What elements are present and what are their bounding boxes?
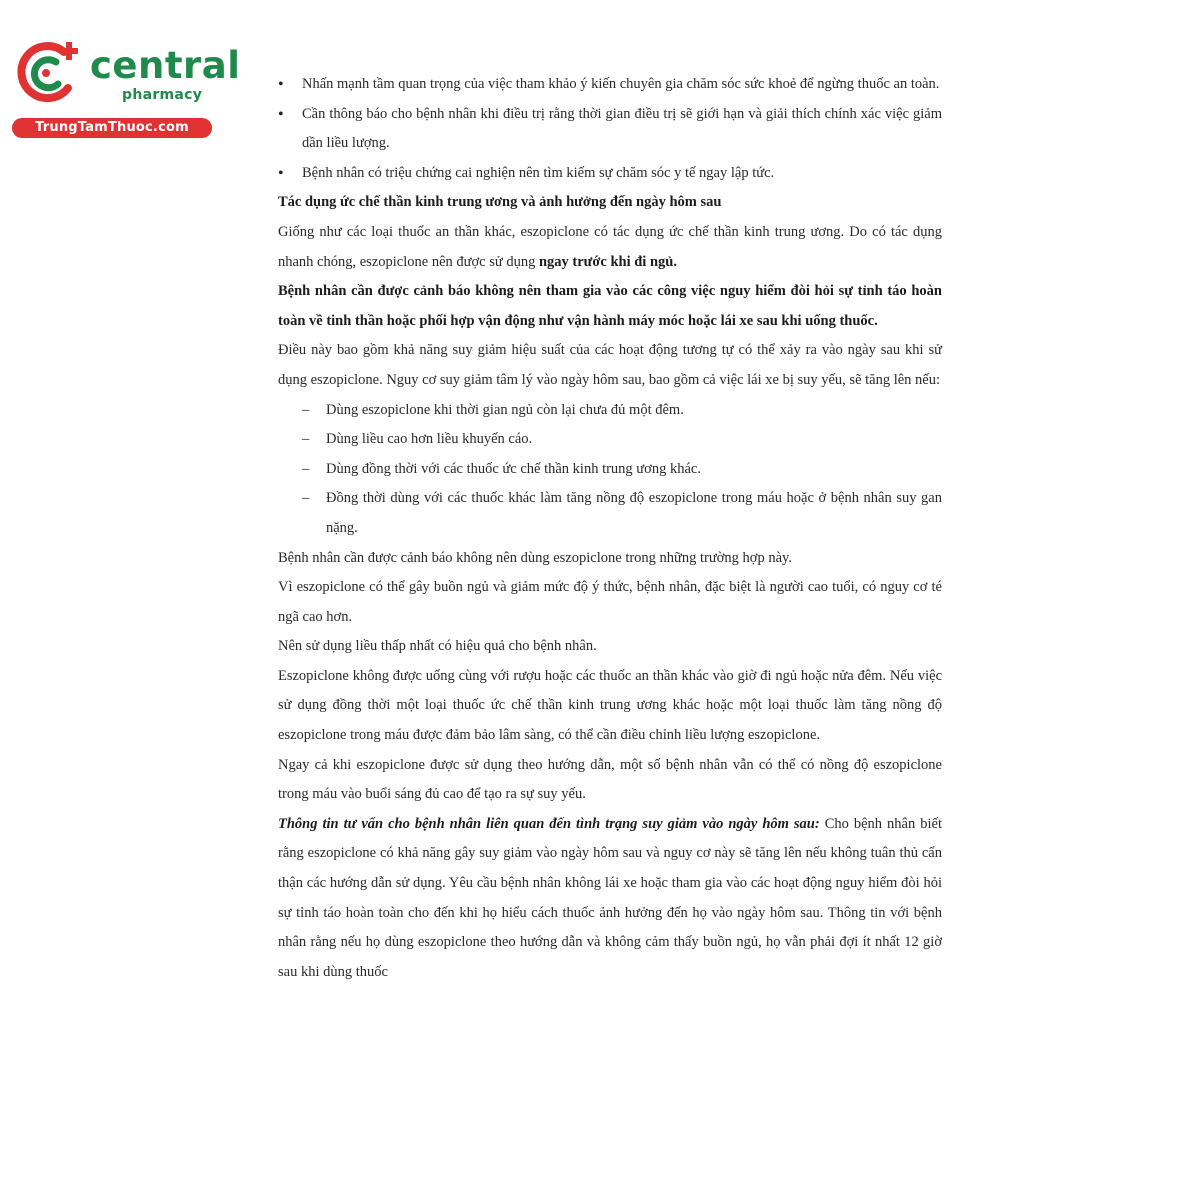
warning-paragraph: Bệnh nhân cần được cảnh báo không nên tham gia vào các công việc nguy hiểm đòi hỏi sự tỉnh táo hoàn toàn về tinh thần hoặc phối hợp vận động như vận hành máy móc hoặc lái xe sau khi uống thuốc. [278, 283, 942, 329]
paragraph-text: Cho bệnh nhân biết rằng eszopiclone có khả năng gây suy giảm vào ngày hôm sau và nguy cơ này sẽ tăng lên nếu không tuân thủ cẩn thận các hướng dẫn sử dụng. Yêu cầu bệnh nhân không lái xe hoặc tham gia vào các hoạt động nguy hiểm đòi hỏi sự tỉnh táo hoàn toàn cho đến khi họ hiểu cách thuốc ảnh hưởng đến họ vào ngày hôm sau. Thông tin với bệnh nhân rằng nếu họ dùng eszopiclone theo hướng dẫn và không cảm thấy buồn ngủ, họ vẫn phải đợi ít nhất 12 giờ sau khi dùng thuốc [278, 815, 942, 980]
bullet-item: • Nhấn mạnh tầm quan trọng của việc tham khảo ý kiến chuyên gia chăm sóc sức khoẻ để ngừng thuốc an toàn. [278, 70, 942, 100]
dash-item: – Dùng liều cao hơn liều khuyến cáo. [278, 425, 942, 455]
bullet-list [278, 70, 942, 188]
bullet-item: • Bệnh nhân có triệu chứng cai nghiện nên tìm kiếm sự chăm sóc y tế ngay lập tức. [278, 159, 942, 189]
logo-subtitle: pharmacy [122, 87, 203, 103]
paragraph-fall-risk: Vì eszopiclone có thể gây buồn ngủ và giảm mức độ ý thức, bệnh nhân, đặc biệt là người cao tuổi, có nguy cơ té ngã cao hơn. [278, 579, 942, 625]
logo-website-banner: TrungTamThuoc.com [12, 118, 212, 138]
bold-italic-lead: Thông tin tư vấn cho bệnh nhân liên quan đến tình trạng suy giảm vào ngày hôm sau: [278, 815, 820, 832]
document-body [278, 70, 942, 987]
paragraph-morning-levels: Ngay cả khi eszopiclone được sử dụng theo hướng dẫn, một số bệnh nhân vẫn có thể có nồng độ eszopiclone trong máu vào buổi sáng đủ cao để tạo ra sự suy yếu. [278, 756, 942, 803]
central-pharmacy-logo-icon [12, 38, 84, 106]
paragraph-counseling [278, 810, 942, 988]
paragraph-cns-effect [278, 218, 942, 277]
paragraph-lowest-dose: Nên sử dụng liều thấp nhất có hiệu quả cho bệnh nhân. [278, 638, 597, 655]
paragraph-alcohol: Eszopiclone không được uống cùng với rượu hoặc các thuốc an thần khác vào giờ đi ngủ hoặc nửa đêm. Nếu việc sử dụng đồng thời một loại thuốc ức chế thần kinh trung ương khác hoặc một loại thuốc làm tăng nồng độ eszopiclone trong máu được đảm bảo lâm sàng, có thể cần điều chỉnh liều lượng eszopiclone. [278, 667, 942, 744]
dash-list [278, 396, 942, 544]
paragraph-text: Giống như các loại thuốc an thần khác, eszopiclone có tác dụng ức chế thần kinh trung ương. Do có tác dụng nhanh chóng, eszopiclone nên được sử dụng [278, 223, 942, 270]
dash-item: – Dùng eszopiclone khi thời gian ngủ còn lại chưa đủ một đêm. [278, 396, 942, 426]
paragraph-warning-cases: Bệnh nhân cần được cảnh báo không nên dùng eszopiclone trong những trường hợp này. [278, 549, 792, 566]
dash-item: – Dùng đồng thời với các thuốc ức chế thần kinh trung ương khác. [278, 455, 942, 485]
logo-wordmark: central [90, 44, 241, 87]
section-heading: Tác dụng ức chế thần kinh trung ương và ảnh hưởng đến ngày hôm sau [278, 194, 722, 211]
bold-phrase: ngay trước khi đi ngủ. [538, 253, 677, 270]
paragraph-impairment: Điều này bao gồm khả năng suy giảm hiệu suất của các hoạt động tương tự có thể xảy ra vào ngày sau khi sử dụng eszopiclone. Nguy cơ suy giảm tâm lý vào ngày hôm sau, bao gồm cả việc lái xe bị suy yếu, sẽ tăng lên nếu: [278, 342, 942, 388]
dash-item: – Đồng thời dùng với các thuốc khác làm tăng nồng độ eszopiclone trong máu hoặc ở bệnh nhân suy gan nặng. [278, 484, 942, 543]
brand-logo[interactable] [10, 38, 241, 138]
bullet-item: • Cần thông báo cho bệnh nhân khi điều trị rằng thời gian điều trị sẽ giới hạn và giải thích chính xác việc giảm dần liều lượng. [278, 100, 942, 159]
